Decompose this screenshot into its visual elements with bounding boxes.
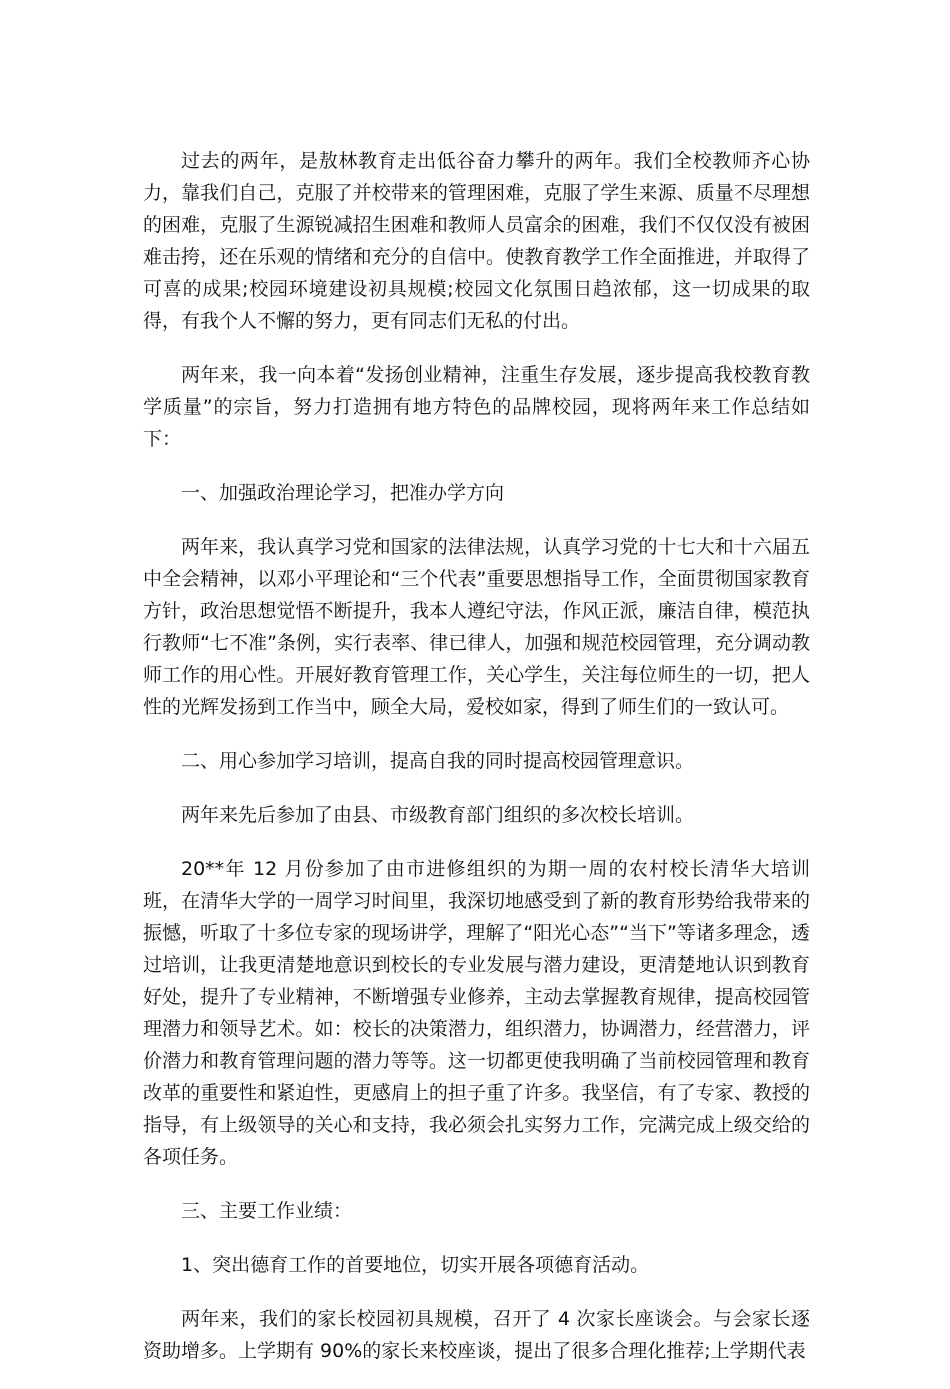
section-heading-2: 二、用心参加学习培训，提高自我的同时提高校园管理意识。	[181, 750, 695, 772]
section-heading-1: 一、加强政治理论学习，把准办学方向	[181, 482, 505, 504]
paragraph-summary-purpose: 两年来，我一向本着“发扬创业精神，注重生存发展，逐步提高我校教育教学质量”的宗旨，努力打造拥有地方特色的品牌校园，现将两年来工作总结如下：	[143, 364, 810, 450]
paragraph-intro: 过去的两年，是敖林教育走出低谷奋力攀升的两年。我们全校教师齐心协力，靠我们自己，克服了并校带来的管理困难，克服了学生来源、质量不尽理想的困难，克服了生源锐减招生困难和教师人员富余的困难，我们不仅仅没有被困难击挎，还在乐观的情绪和充分的自信中。使教育教学工作全面推进，并取得了可喜的成果;校园环境建设初具规模;校园文化氛围日趋浓郁，这一切成果的取得，有我个人不懈的努力，更有同志们无私的付出。	[143, 150, 810, 332]
paragraph-political-study: 两年来，我认真学习党和国家的法律法规，认真学习党的十七大和十六届五中全会精神，以邓小平理论和“三个代表”重要思想指导工作，全面贯彻国家教育方针，政治思想觉悟不断提升，我本人遵纪守法，作风正派，廉洁自律，模范执行教师“七不准”条例，实行表率、律已律人，加强和规范校园管理，充分调动教师工作的用心性。开展好教育管理工作，关心学生，关注每位师生的一切，把人性的光辉发扬到工作当中，顾全大局，爱校如家，得到了师生们的一致认可。	[143, 536, 810, 718]
subsection-heading-1: 1、突出德育工作的首要地位，切实开展各项德育活动。	[181, 1254, 650, 1276]
section-heading-3: 三、主要工作业绩：	[181, 1200, 353, 1222]
paragraph-tsinghua-training: 20**年 12 月份参加了由市进修组织的为期一周的农村校长清华大培训班，在清华大学的一周学习时间里，我深切地感受到了新的教育形势给我带来的振憾，听取了十多位专家的现场讲学，理解了“阳光心态”“当下”等诸多理念，透过培训，让我更清楚地意识到校长的专业发展与潜力建设，更清楚地认识到教育好处，提升了专业精神，不断增强专业修养，主动去掌握教育规律，提高校园管理潜力和领导艺术。如：校长的决策潜力，组织潜力，协调潜力，经营潜力，评价潜力和教育管理问题的潜力等等。这一切都更使我明确了当前校园管理和教育改革的重要性和紧迫性，更感肩上的担子重了许多。我坚信，有了专家、教授的指导，有上级领导的关心和支持，我必须会扎实努力工作，完满完成上级交给的各项任务。	[143, 858, 810, 1168]
document-body	[143, 145, 810, 1389]
paragraph-training-overview: 两年来先后参加了由县、市级教育部门组织的多次校长培训。	[181, 804, 695, 826]
paragraph-parent-school: 两年来，我们的家长校园初具规模，召开了 4 次家长座谈会。与会家长逐资助增多。上学期有 90%的家长来校座谈，提出了很多合理化推荐;上学期代表	[143, 1308, 810, 1362]
